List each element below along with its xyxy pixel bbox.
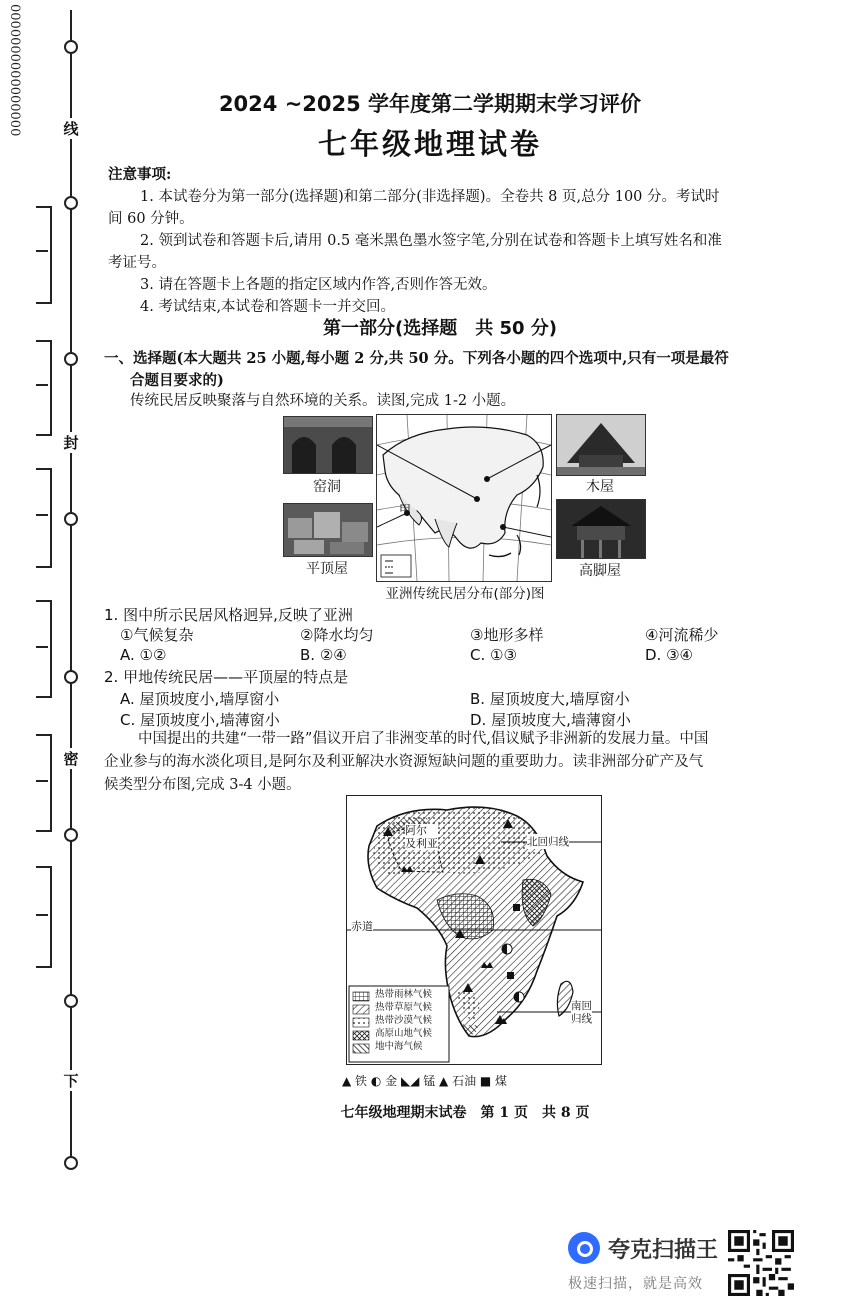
q2-option-c[interactable]: C. 屋顶坡度小,墙薄窗小 (120, 711, 280, 729)
binding-bracket (36, 734, 52, 832)
map-label-tropic-north: 北回归线 (527, 836, 569, 848)
binding-char-xian: 线 (63, 120, 79, 138)
notice-item2a: 2. 领到试卷和答题卡后,请用 0.5 毫米黑色墨水签字笔,分别在试卷和答题卡上填写姓名和准 (140, 233, 722, 249)
wooden-house-image (557, 415, 645, 475)
binding-dot (64, 828, 78, 842)
quark-logo-icon (568, 1232, 600, 1264)
part1-instructions-b: 合题目要求的) (130, 372, 224, 389)
figure1-caption: 亚洲传统民居分布(部分)图 (385, 586, 545, 602)
q2-option-d[interactable]: D. 屋顶坡度大,墙薄窗小 (470, 711, 631, 729)
binding-dot (64, 512, 78, 526)
q2-option-b[interactable]: B. 屋顶坡度大,墙厚窗小 (470, 690, 630, 708)
q2-stem: 2. 甲地传统民居——平顶屋的特点是 (104, 668, 349, 686)
binding-bracket (36, 340, 52, 436)
binding-bracket (36, 206, 52, 304)
qr-code-icon (728, 1230, 794, 1296)
q2-option-a[interactable]: A. 屋顶坡度小,墙厚窗小 (120, 690, 280, 708)
photo-pingding (283, 503, 373, 557)
q1-statement-4: ④河流稀少 (645, 626, 719, 644)
africa-map (346, 795, 602, 1065)
binding-dot (64, 670, 78, 684)
photo-muwu (556, 414, 646, 476)
notice-item2b: 考证号。 (108, 255, 166, 271)
binding-dot (64, 40, 78, 54)
mineral-legend: ▲ 铁 ◐ 金 ◣◢ 锰 ▲ 石油 ■ 煤 (342, 1074, 508, 1088)
notice-item1b: 间 60 分钟。 (108, 211, 194, 227)
q1-statement-1: ①气候复杂 (120, 626, 194, 644)
asia-map-drawing (377, 415, 551, 581)
binding-bracket-tick (36, 250, 48, 252)
binding-dot (64, 352, 78, 366)
label-yaodong: 窑洞 (313, 479, 341, 495)
q1-statement-3: ③地形多样 (470, 626, 544, 644)
q1-option-c[interactable]: C. ①③ (470, 646, 517, 664)
notice-item1a: 1. 本试卷分为第一部分(选择题)和第二部分(非选择题)。全卷共 8 页,总分 100 分。考试时 (140, 189, 720, 205)
map-label-algeria: 阿尔 及利亚 (405, 824, 438, 850)
map-label-jia: 甲 (399, 503, 412, 517)
q1-statement-2: ②降水均匀 (300, 626, 374, 644)
flat-roof-house-image (284, 504, 372, 556)
exam-title-line1: 2024 ~2025 学年度第二学期期末学习评价 (218, 92, 642, 116)
binding-bracket-tick (36, 914, 48, 916)
brand-name: 夸克扫描王 (608, 1237, 719, 1263)
q1-option-a[interactable]: A. ①② (120, 646, 167, 664)
binding-dot (64, 994, 78, 1008)
binding-char-xia: 下 (63, 1072, 79, 1090)
binding-bracket (36, 468, 52, 568)
binding-circles: 0000000000000000 (7, 4, 22, 137)
legend-highland: 高原山地气候 (375, 1028, 433, 1039)
map-label-tropic-south: 南回 归线 (571, 1000, 592, 1025)
part1-instructions-a: 一、选择题(本大题共 25 小题,每小题 2 分,共 50 分。下列各小题的四个选项中,只有一项是最符 (104, 350, 729, 367)
q1-option-b[interactable]: B. ②④ (300, 646, 347, 664)
binding-bracket (36, 600, 52, 698)
legend-rainforest: 热带雨林气候 (375, 989, 433, 1000)
scanner-brand (568, 1232, 718, 1264)
brand-slogan: 极速扫描，就是高效 (568, 1276, 703, 1292)
map-label-equator: 赤道 (351, 920, 373, 933)
binding-char-feng: 封 (63, 434, 79, 452)
photo-gaojiao (556, 499, 646, 559)
binding-bracket-tick (36, 646, 48, 648)
photo-yaodong (283, 416, 373, 474)
asia-map (376, 414, 552, 582)
part1-title: 第一部分(选择题 共 50 分) (322, 318, 558, 339)
label-muwu: 木屋 (586, 479, 614, 495)
label-gaojiao: 高脚屋 (579, 563, 621, 579)
page-footer: 七年级地理期末试卷 第 1 页 共 8 页 (340, 1105, 590, 1121)
question-intro-3-4-line2: 企业参与的海水淡化项目,是阿尔及利亚解决水资源短缺问题的重要助力。读非洲部分矿产及气 (104, 754, 704, 770)
binding-line (70, 10, 72, 1160)
notice-heading: 注意事项: (108, 166, 172, 183)
notice-item3: 3. 请在答题卡上各题的指定区域内作答,否则作答无效。 (140, 277, 497, 293)
label-pingding: 平顶屋 (306, 561, 348, 577)
cave-dwelling-image (284, 417, 372, 473)
legend-savanna: 热带草原气候 (375, 1002, 433, 1013)
question-intro-3-4-line3: 候类型分布图,完成 3-4 小题。 (104, 777, 301, 793)
binding-dot (64, 196, 78, 210)
binding-bracket-tick (36, 514, 48, 516)
binding-bracket-tick (36, 384, 48, 386)
notice-item4: 4. 考试结束,本试卷和答题卡一并交回。 (140, 299, 396, 315)
q1-option-d[interactable]: D. ③④ (645, 646, 693, 664)
stilt-house-image (557, 500, 645, 558)
climate-legend (375, 988, 432, 1053)
q1-stem: 1. 图中所示民居风格迥异,反映了亚洲 (104, 606, 353, 624)
exam-title-line2: 七年级地理试卷 (317, 127, 542, 161)
binding-char-mi: 密 (63, 750, 79, 768)
question-intro-3-4-line1: 中国提出的共建“一带一路”倡议开启了非洲变革的时代,倡议赋予非洲新的发展力量。中国 (138, 731, 709, 747)
legend-desert: 热带沙漠气候 (375, 1015, 433, 1026)
legend-mediterranean: 地中海气候 (375, 1041, 423, 1052)
binding-bracket-tick (36, 780, 48, 782)
binding-bracket (36, 866, 52, 968)
binding-dot (64, 1156, 78, 1170)
question-intro-1-2: 传统民居反映聚落与自然环境的关系。读图,完成 1-2 小题。 (130, 393, 516, 409)
